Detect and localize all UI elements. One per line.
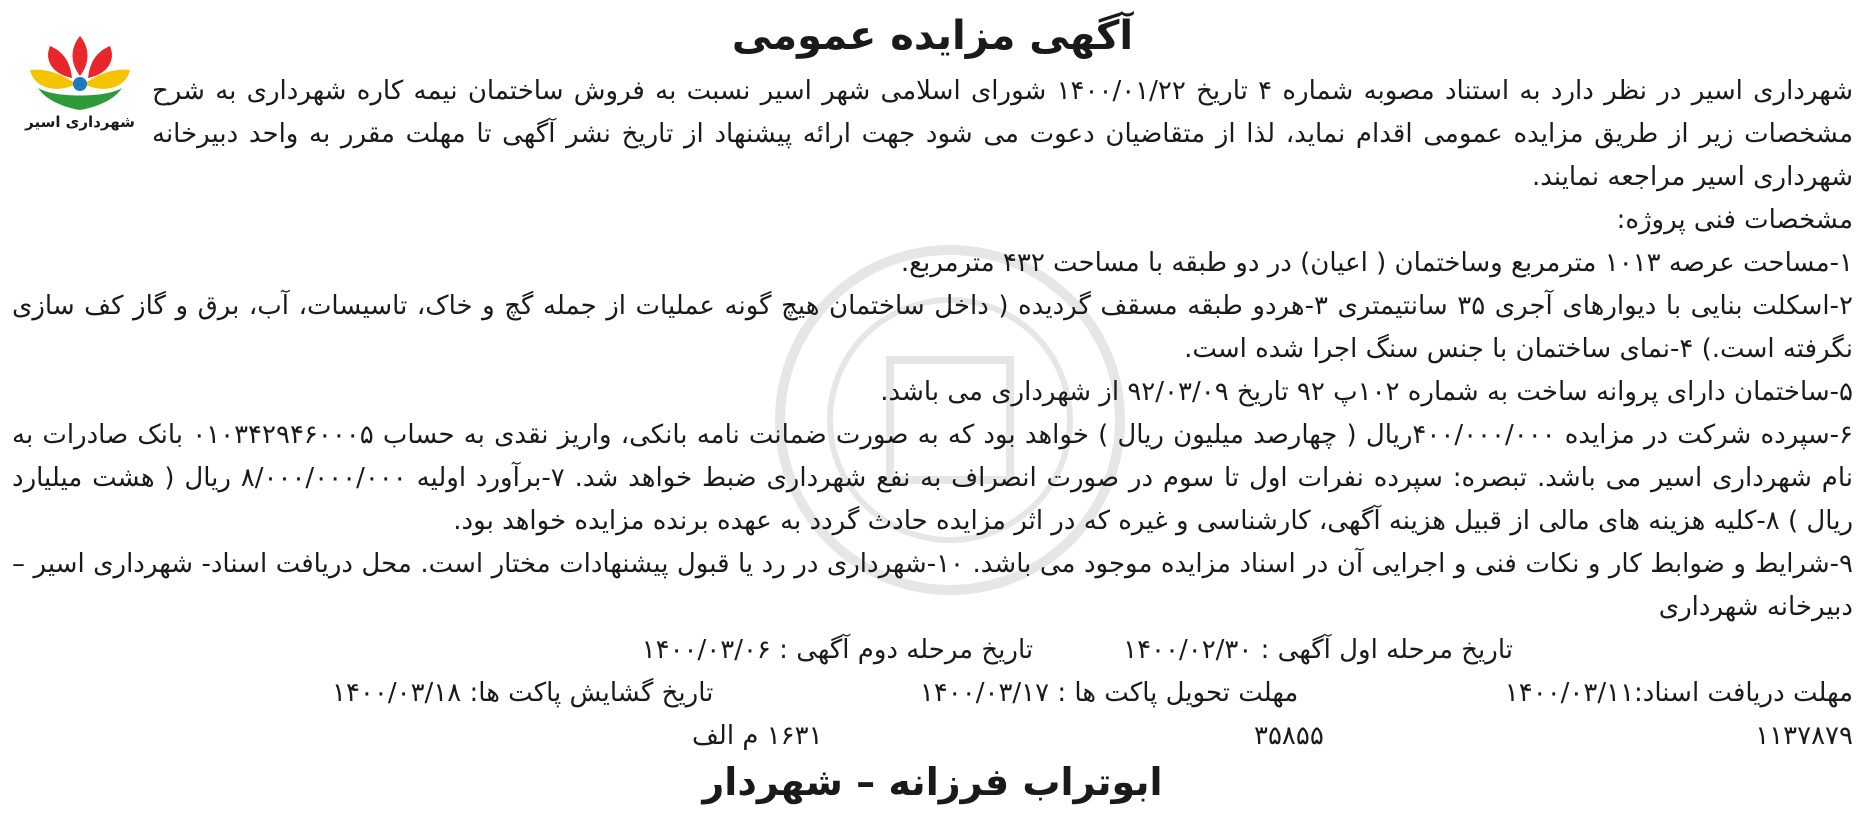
doc-deadline: مهلت دریافت اسناد:۱۴۰۰/۰۳/۱۱ [1504,678,1853,708]
ad-dates-row [12,629,1853,672]
second-ad-date: تاریخ مرحله دوم آگهی : ۱۴۰۰/۰۳/۰۶ [641,635,1034,665]
mayor-signature: ابوتراب فرزانه – شهردار [702,760,1163,804]
spec-item-9-10: ۹-شرایط و ضوابط کار و نکات فنی و اجرایی آن در اسناد مزایده موجود می باشد. ۱۰-شهرداری در رد یا قبول پیشنهادات مختار است. محل دریافت اسناد- شهرداری اسیر – دبیرخانه شهرداری [12,549,1853,622]
intro-paragraph: شهرداری اسیر در نظر دارد به استناد مصوبه شماره ۴ تاریخ ۱۴۰۰/۰۱/۲۲ شورای اسلامی شهر اسیر نسبت به فروش ساختمان نیمه کاره شهرداری به شرح مشخصات زیر از طریق مزایده عمومی اقدام نماید، لذا از متقاضیان دعوت می شود جهت ارائه پیشنهاد از تاریخ نشر آگهی تا مهلت مقرر به واحد دبیرخانه شهرداری اسیر مراجعه نمایند. [152,76,1854,192]
specs-heading: مشخصات فنی پروژه: [1616,205,1853,235]
code-2: ۳۵۸۵۵ [1253,721,1324,751]
delivery-deadline: مهلت تحویل پاکت ها : ۱۴۰۰/۰۳/۱۷ [919,678,1299,708]
logo-text: شهرداری اسیر [25,113,135,131]
first-ad-date: تاریخ مرحله اول آگهی : ۱۴۰۰/۰۲/۳۰ [1123,635,1513,665]
notice-body [12,70,1853,758]
opening-date: تاریخ گشایش پاکت ها: ۱۴۰۰/۰۳/۱۸ [332,678,714,708]
spec-item-5: ۵-ساختمان دارای پروانه ساخت به شماره ۱۰۲پ ۹۲ تاریخ ۹۲/۰۳/۰۹ از شهرداری می باشد. [880,377,1853,407]
deadlines-row [12,672,1853,715]
spec-item-1: ۱-مساحت عرصه ۱۰۱۳ مترمربع وساختمان ( اعیان) در دو طبقه با مساحت ۴۳۲ مترمربع. [900,248,1853,278]
codes-row [12,715,1853,758]
notice-title: آگهی مزایده عمومی [731,13,1134,59]
code-1: ۱۱۳۷۸۷۹ [1755,721,1853,751]
spec-item-2-3-4: ۲-اسکلت بنایی با دیوارهای آجری ۳۵ سانتیمتری ۳-هردو طبقه مسقف گردیده ( داخل ساختمان هیچ گونه عملیات از جمله گچ و خاک، تاسیسات، آب، برق و گاز کف سازی نگرفته است.) ۴-نمای ساختمان با جنس سنگ اجرا شده است. [12,291,1853,364]
spec-item-6-7-8: ۶-سپرده شرکت در مزایده ۴۰۰/۰۰۰/۰۰۰ریال ( چهارصد میلیون ریال ) خواهد بود که به صورت ضمانت نامه بانکی، واریز نقدی به حساب ۰۱۰۳۴۲۹۴۶۰۰۰۵ بانک صادرات به نام شهرداری اسیر می باشد. تبصره: سپرده نفرات اول تا سوم در صورت انصراف به نفع شهرداری ضبط خواهد شد. ۷-برآورد اولیه ۸/۰۰۰/۰۰۰/۰۰۰ ریال ( هشت میلیارد ریال ) ۸-کلیه هزینه های مالی از قبیل هزینه آگهی، کارشناسی و غیره که در اثر مزایده حادث گردد به عهده برنده مزایده خواهد بود. [12,420,1854,536]
code-3: ۱۶۳۱ م الف [692,721,823,751]
